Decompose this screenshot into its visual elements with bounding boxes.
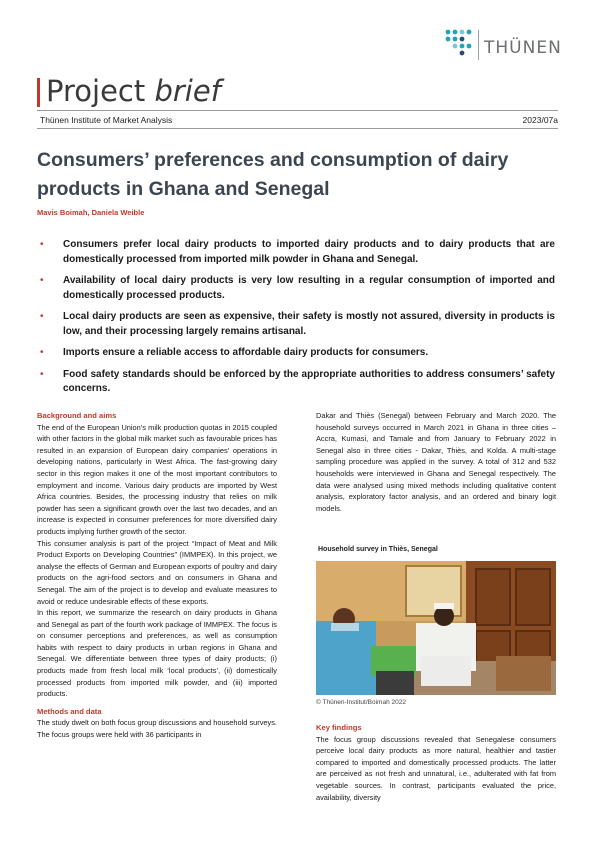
highlight-item bbox=[40, 238, 555, 267]
bullet-icon: • bbox=[40, 275, 44, 286]
subheader-rule bbox=[37, 128, 558, 129]
right-column-bottom bbox=[316, 722, 556, 803]
accent-bar bbox=[37, 78, 40, 107]
right-column-top bbox=[316, 410, 556, 514]
authors: Mavis Boimah, Daniela Weible bbox=[37, 208, 145, 217]
logo-wordmark: THÜNEN bbox=[484, 38, 562, 58]
highlight-item bbox=[40, 274, 555, 303]
background-paragraph-3: In this report, we summarize the research on dairy products in Ghana and Senegal as part of the fourth work package of IMMPEX. The focus is on consumer perceptions and preferences, as well as consumption habits with respect to dairy products in urban regions in Ghana and Senegal. We differentiate between three types of dairy products; (i) products made from fresh local milk ‘local products’, (ii) domestically processed products from imported milk powder, and (iii) imported products. bbox=[37, 608, 277, 699]
bullet-icon: • bbox=[40, 368, 44, 380]
photo-credit: © Thünen-Institut/Boimah 2022 bbox=[316, 699, 406, 706]
highlight-text: Consumers prefer local dairy products to imported dairy products and to dairy products that are domestically processed from imported milk powder in Ghana and Senegal. bbox=[63, 239, 555, 265]
key-findings-paragraph: The focus group discussions revealed that Senegalese consumers perceive local dairy products as more natural, healthier and tastier compared to imported and domestically processed products. The latter are perceived as not fresh and unnatural, i.e., adulterated with fat from vegetable sources. In contrast, participants evaluated the price, availability, diversity bbox=[316, 734, 556, 802]
background-paragraph-1: The end of the European Union’s milk production quotas in 2015 coupled with other factors in the global milk market such as favourable prices has resulted in an expansion of European dairy companies’ operations in developing nations, particularly in West Africa. The fast-growing dairy sector in this region makes it one of the most important contributors to employment and income. Various dairy products are imported by West Africa countries. Besides, the processing industry that relies on milk powder has seen a significant growth over the last two decades, and an increase is expected in consumer preferences for more diversified dairy products implying further growth of the sector. bbox=[37, 422, 277, 536]
highlight-item bbox=[40, 346, 555, 361]
section-heading-background: Background and aims bbox=[37, 411, 117, 420]
methods-paragraph-continued: Dakar and Thiès (Senegal) between February and March 2020. The household surveys occurred in March 2021 in Ghana in three cities – Accra, Kumasi, and Tamale and from January to February 2022 in Senegal also in three cities - Dakar, Thiès, and Kolda. A multi-stage sampling procedure was applied in the survey. A total of 312 and 532 households were interviewed in Ghana and Senegal respectively. The data were analysed using mixed methods including qualitative content analysis, exploratory factor analysis, and an ordered and binary logit models. bbox=[316, 411, 556, 513]
highlight-text: Imports ensure a reliable access to affordable dairy products for consumers. bbox=[63, 347, 429, 358]
section-heading-methods: Methods and data bbox=[37, 706, 102, 716]
methods-paragraph: The study dwelt on both focus group discussions and household surveys. The focus groups were held with 36 participants in bbox=[37, 718, 277, 740]
household-survey-photo bbox=[316, 561, 556, 695]
institute-name: Thünen Institute of Market Analysis bbox=[40, 115, 173, 125]
logo-divider bbox=[478, 30, 479, 60]
bullet-icon: • bbox=[40, 239, 44, 250]
brief-word-brief: brief bbox=[154, 74, 221, 108]
highlight-text: Availability of local dairy products is very low resulting in a regular consumption of imported and domestically processed products. bbox=[63, 275, 555, 301]
bullet-icon: • bbox=[40, 347, 44, 358]
left-column bbox=[37, 410, 277, 741]
bullet-icon: • bbox=[40, 311, 44, 322]
section-heading-key-findings: Key findings bbox=[316, 723, 362, 732]
issue-number: 2023/07a bbox=[522, 115, 558, 125]
project-brief-heading bbox=[46, 74, 221, 108]
highlight-text: Local dairy products are seen as expensive, their safety is mostly not assured, diversity in products is low, and their processing largely remains artisanal. bbox=[63, 311, 555, 337]
header-rule bbox=[37, 110, 558, 111]
highlight-item bbox=[40, 310, 555, 339]
background-paragraph-2: This consumer analysis is part of the project “Impact of Meat and Milk Product Exports on Developing Countries” (IMMPEX). In this project, we analyse the effects of German and European exports of poultry and dairy products on the agri-food sectors and on consumers in Ghana and Senegal. The aim of the project is to develop and evaluate measures to avoid or reduce undesirable effects of these exports. bbox=[37, 538, 277, 606]
highlight-item bbox=[40, 368, 555, 397]
photo-caption: Household survey in Thiès, Senegal bbox=[318, 546, 438, 553]
page-title: Consumers’ preferences and consumption of dairy products in Ghana and Senegal bbox=[37, 149, 509, 200]
highlight-text: Food safety standards should be enforced by the appropriate authorities to address consumers’ safety concerns. bbox=[63, 368, 555, 394]
highlights-list bbox=[40, 238, 555, 404]
brief-word-project: Project bbox=[46, 74, 146, 108]
